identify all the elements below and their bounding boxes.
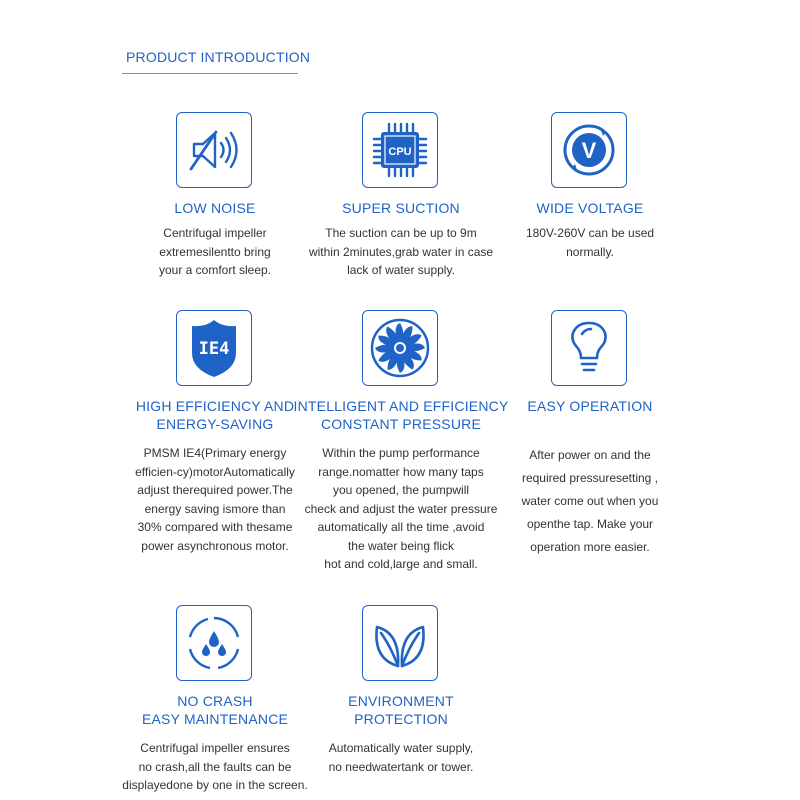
feature-title-line: ENVIRONMENT bbox=[348, 693, 454, 709]
light-bulb-icon bbox=[551, 310, 627, 386]
feature-title-line: SUPER SUCTION bbox=[342, 200, 460, 216]
feature-desc-line: energy saving ismore than bbox=[144, 501, 286, 516]
feature-desc-line: The suction can be up to 9m bbox=[325, 226, 477, 240]
feature-title-line: EASY MAINTENANCE bbox=[141, 711, 289, 727]
fan-impeller-icon bbox=[362, 310, 438, 386]
feature-desc-line: Automatically water supply, bbox=[328, 741, 474, 755]
feature-title-line: PROTECTION bbox=[354, 711, 448, 727]
feature-desc-line: water come out when you bbox=[521, 494, 659, 508]
feature-desc-line: hot and cold,large and small. bbox=[324, 557, 478, 571]
section-underline bbox=[122, 73, 298, 74]
feature-desc-line: required pressuresetting , bbox=[521, 471, 659, 485]
feature-desc-line: no needwatertank or tower. bbox=[328, 759, 474, 774]
feature-desc-line: operation more easier. bbox=[530, 540, 650, 554]
feature-title-line: ENERGY-SAVING bbox=[156, 416, 274, 432]
feature-desc-line: displayedone by one in the screen. bbox=[122, 778, 308, 792]
leaves-icon bbox=[362, 605, 438, 681]
feature-description bbox=[465, 224, 715, 261]
feature-title bbox=[276, 692, 526, 728]
ie4-shield-icon bbox=[176, 310, 252, 386]
feature-title bbox=[465, 397, 715, 415]
feature-desc-line: 180V-260V can be used bbox=[525, 226, 655, 240]
ie4-label: IE4 bbox=[198, 339, 230, 359]
cpu-chip-label: CPU bbox=[388, 146, 412, 158]
feature-description bbox=[276, 739, 526, 776]
feature-title-line: EASY OPERATION bbox=[527, 398, 653, 414]
feature-desc-line: range.nomatter how many taps bbox=[318, 464, 484, 479]
feature-desc-line: PMSM IE4(Primary energy bbox=[143, 446, 287, 460]
feature-desc-line: normally. bbox=[566, 244, 614, 259]
feature-desc-line: extremesilentto bring bbox=[159, 244, 271, 259]
feature-desc-line: the water being flick bbox=[347, 538, 455, 553]
section-title: PRODUCT INTRODUCTION bbox=[126, 49, 311, 65]
feature-desc-line: Centrifugal impeller bbox=[163, 226, 267, 240]
feature-title-line: WIDE VOLTAGE bbox=[536, 200, 644, 216]
feature-desc-line: you opened, the pumpwill bbox=[332, 483, 470, 497]
feature-desc-line: no crash,all the faults can be bbox=[138, 759, 292, 774]
feature-desc-line: efficien-cy)motorAutomatically bbox=[135, 464, 295, 479]
voltage-v-label: V bbox=[581, 138, 597, 163]
feature-desc-line: 30% compared with thesame bbox=[137, 520, 293, 534]
feature-desc-line: check and adjust the water pressure bbox=[304, 501, 498, 516]
speaker-low-volume-icon bbox=[176, 112, 252, 188]
feature-desc-line: adjust therequired power.The bbox=[137, 483, 293, 497]
feature-description bbox=[465, 444, 715, 559]
feature-title-line: HIGH EFFICIENCY AND bbox=[135, 398, 295, 414]
feature-title-line: CONSTANT PRESSURE bbox=[320, 416, 482, 432]
feature-desc-line: Within the pump performance bbox=[322, 446, 480, 460]
feature-title-line: INTELLIGENT AND EFFICIENCY bbox=[293, 398, 509, 414]
feature-desc-line: automatically all the time ,avoid bbox=[317, 520, 485, 534]
water-drops-cycle-icon bbox=[176, 605, 252, 681]
feature-desc-line: After power on and the bbox=[529, 448, 651, 462]
cpu-chip-icon bbox=[362, 112, 438, 188]
voltage-v-icon bbox=[551, 112, 627, 188]
feature-desc-line: power asynchronous motor. bbox=[141, 538, 289, 553]
feature-desc-line: lack of water supply. bbox=[347, 263, 455, 277]
feature-title-line: LOW NOISE bbox=[174, 200, 256, 216]
feature-desc-line: within 2minutes,grab water in case bbox=[308, 244, 494, 259]
feature-title bbox=[465, 199, 715, 217]
feature-desc-line: openthe tap. Make your bbox=[526, 517, 654, 531]
feature-title-line: NO CRASH bbox=[177, 693, 253, 709]
feature-desc-line: your a comfort sleep. bbox=[158, 263, 272, 277]
feature-desc-line: Centrifugal impeller ensures bbox=[140, 741, 290, 755]
